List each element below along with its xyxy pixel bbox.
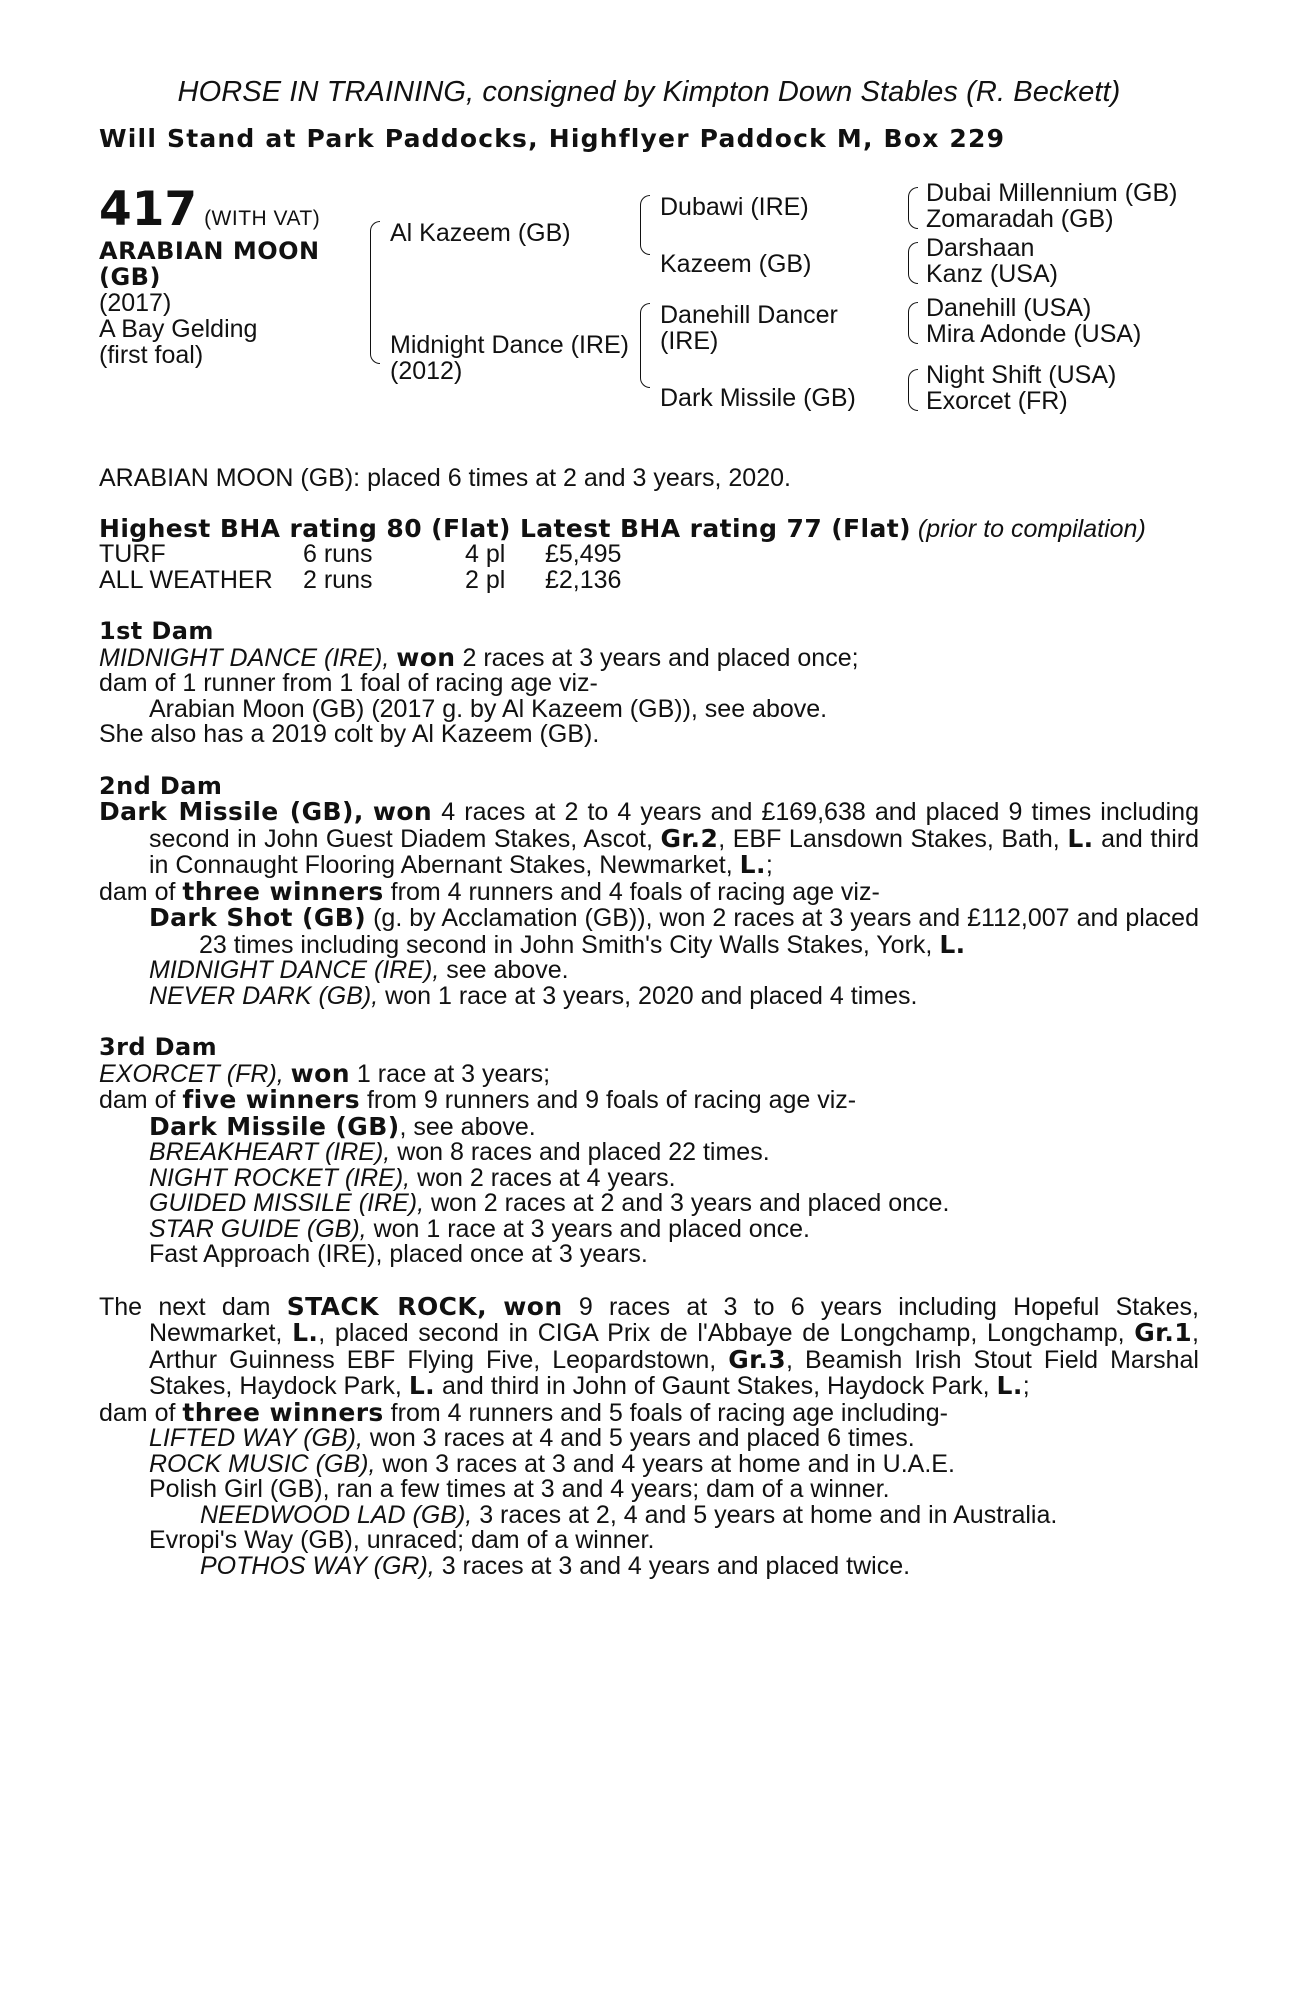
vat-note: (WITH VAT) (204, 207, 321, 230)
won-label: won (372, 797, 433, 826)
pedigree-brace (370, 221, 380, 364)
first-dam-heading: 1st Dam (99, 617, 214, 645)
record-text: ; (765, 851, 773, 879)
record-text: 4 races at 2 to 4 years and £169,638 and placed 9 times including second in John Guest Diadem Stakes, Ascot, (149, 798, 1199, 853)
produce-text: dam of (99, 1086, 176, 1114)
record-text: ; (1022, 1372, 1030, 1400)
first-dam-text: 2 races at 3 years and placed once; (462, 643, 859, 672)
listed-badge: L. (408, 1371, 436, 1400)
ancestor-7: Night Shift (USA) (926, 361, 1117, 389)
progeny-text: won 2 races at 2 and 3 years and placed once. (431, 1189, 950, 1217)
third-dam-text: 1 race at 3 years; (356, 1059, 551, 1088)
produce-text: from 4 runners and 4 foals of racing age viz- (390, 877, 880, 906)
placed-cell: 4 pl (465, 540, 506, 568)
third-dam-heading: 3rd Dam (99, 1033, 217, 1061)
won-label: won (396, 642, 456, 672)
record-text: and third in John of Gaunt Stakes, Haydock Park, (442, 1372, 990, 1400)
catalogue-page (99, 76, 1200, 1580)
won-label: won (503, 1291, 563, 1321)
progeny-item: Evropi's Way (GB), unraced; dam of a winner. (149, 1526, 655, 1554)
produce-text: dam of (99, 877, 176, 906)
record-text: , Beamish Irish Stout Field Marshal Stakes, Haydock Park, (149, 1345, 1199, 1400)
third-dam-record (99, 1058, 1199, 1088)
gen3-brace-2 (908, 242, 918, 284)
progeny-item: Fast Approach (IRE), placed once at 3 years. (149, 1240, 648, 1268)
gen3-brace-3 (908, 302, 918, 344)
progeny-item (99, 1449, 1199, 1478)
table-row (99, 568, 621, 594)
produce-text: dam of (99, 1398, 176, 1427)
progeny-text: see above. (446, 956, 569, 984)
grade-badge: Gr.1 (1134, 1318, 1193, 1347)
horse-description: A Bay Gelding (99, 315, 258, 343)
progeny-name: MIDNIGHT DANCE (IRE), (149, 956, 440, 984)
progeny-name: Dark Shot (GB) (149, 903, 367, 932)
foaling-year: (2017) (99, 289, 172, 317)
dam-dam: Dark Missile (GB) (660, 384, 856, 412)
progeny-text: 3 races at 2, 4 and 5 years at home and in Australia. (479, 1500, 1058, 1529)
foal-note: (first foal) (99, 341, 204, 369)
progeny-text: won 8 races and placed 22 times. (397, 1138, 770, 1166)
first-dam-produce: dam of 1 runner from 1 foal of racing age viz- (99, 669, 598, 697)
ancestor-4: Kanz (USA) (926, 260, 1058, 288)
progeny-name: NIGHT ROCKET (IRE), (149, 1163, 411, 1192)
runs-cell: 2 runs (303, 565, 373, 594)
winners-count: three winners (182, 1397, 384, 1427)
dam-sire: Danehill Dancer (660, 301, 838, 329)
third-dam-name: EXORCET (FR), (99, 1059, 284, 1088)
dam-sire-suffix: (IRE) (660, 327, 719, 355)
progeny-name: LIFTED WAY (GB), (149, 1424, 363, 1452)
record-text: 9 races at 3 to 6 years including Hopeful Stakes, Newmarket, (149, 1292, 1199, 1347)
listed-badge: L. (1067, 823, 1094, 853)
race-summary: ARABIAN MOON (GB): placed 6 times at 2 and 3 years, 2020. (99, 464, 791, 492)
third-dam-produce (99, 1087, 1199, 1114)
stand-location: Will Stand at Park Paddocks, Highflyer Paddock M, Box 229 (99, 123, 1006, 153)
lot-header (99, 182, 321, 237)
winners-count: five winners (182, 1085, 361, 1114)
gen3-brace-4 (908, 369, 918, 411)
progeny-text: won 3 races at 3 and 4 years at home and in U.A.E. (382, 1449, 955, 1478)
next-dam-record (99, 1291, 1199, 1400)
second-dam-produce (99, 876, 1199, 906)
lot-number: 417 (99, 182, 198, 237)
placed-cell: 2 pl (465, 565, 506, 594)
won-label: won (290, 1058, 350, 1088)
progeny-name: POTHOS WAY (GR), (200, 1551, 435, 1580)
bha-rating-note: (prior to compilation) (917, 514, 1146, 543)
race-stats-table (99, 542, 621, 593)
dam-line-brace (640, 303, 650, 388)
listed-badge: L. (739, 850, 766, 879)
progeny-item (99, 905, 1199, 958)
progeny-name: NEVER DARK (GB), (149, 981, 379, 1010)
record-text: , EBF Lansdown Stakes, Bath, (718, 824, 1060, 853)
first-dam-progeny: Arabian Moon (GB) (2017 g. by Al Kazeem (GB)), see above. (149, 694, 828, 723)
progeny-item (99, 1500, 1199, 1529)
second-dam-record (99, 799, 1199, 879)
sire-sire: Dubawi (IRE) (660, 193, 809, 221)
ancestor-3: Darshaan (926, 234, 1035, 262)
progeny-item (99, 1426, 1199, 1452)
progeny-name: ROCK MUSIC (GB), (149, 1449, 376, 1478)
produce-text: from 4 runners and 5 foals of racing age including- (390, 1398, 948, 1427)
runs-cell: 6 runs (303, 540, 373, 568)
prize-cell: £2,136 (545, 565, 622, 594)
progeny-text: won 1 race at 3 years, 2020 and placed 4 times. (385, 981, 918, 1010)
sire: Al Kazeem (GB) (390, 219, 571, 247)
ancestor-6: Mira Adonde (USA) (926, 320, 1142, 348)
winners-count: three winners (182, 876, 384, 906)
record-text: , placed second in CIGA Prix de l'Abbaye de Longchamp, Longchamp, (318, 1319, 1125, 1347)
record-text: and third in Connaught Flooring Abernant Stakes, Newmarket, (149, 824, 1200, 879)
listed-badge: L. (939, 929, 966, 959)
progeny-item (99, 1191, 1199, 1217)
next-dam-intro: The next dam (99, 1292, 271, 1321)
progeny-name: Dark Missile (GB) (149, 1111, 400, 1141)
horse-name-suffix: (GB) (99, 263, 161, 291)
ancestor-8: Exorcet (FR) (926, 387, 1068, 415)
first-dam-record (99, 642, 1199, 672)
next-dam-produce (99, 1397, 1199, 1427)
ancestor-5: Danehill (USA) (926, 294, 1092, 322)
bha-rating-text: Highest BHA rating 80 (Flat) Latest BHA rating 77 (Flat) (99, 513, 911, 543)
progeny-text: , see above. (399, 1112, 536, 1141)
dam: Midnight Dance (IRE) (390, 331, 629, 359)
grade-badge: Gr.3 (728, 1344, 787, 1374)
progeny-name: GUIDED MISSILE (IRE), (149, 1189, 425, 1217)
table-row (99, 542, 621, 568)
progeny-text: 3 races at 3 and 4 years and placed twice. (441, 1551, 911, 1580)
progeny-name: NEEDWOOD LAD (GB), (200, 1500, 473, 1529)
ancestor-2: Zomaradah (GB) (926, 205, 1114, 233)
first-dam-name: MIDNIGHT DANCE (IRE), (99, 643, 390, 672)
bha-ratings (99, 513, 1199, 543)
progeny-item (99, 1140, 1199, 1166)
progeny-text: won 3 races at 4 and 5 years and placed 6 times. (369, 1424, 915, 1452)
progeny-item (99, 1163, 1199, 1192)
surface-cell: ALL WEATHER (99, 565, 273, 594)
dam-year: (2012) (390, 357, 463, 385)
progeny-item (99, 1111, 1199, 1141)
second-dam-name: Dark Missile (GB), (99, 797, 364, 826)
pedigree-block (99, 181, 1199, 446)
grade-badge: Gr.2 (660, 823, 719, 853)
page-title: HORSE IN TRAINING, consigned by Kimpton Down Stables (R. Beckett) (177, 76, 1121, 108)
next-dam-name: STACK ROCK, (286, 1291, 488, 1321)
progeny-item (99, 1214, 1199, 1243)
second-dam-heading: 2nd Dam (99, 771, 223, 800)
progeny-text: won 1 race at 3 years and placed once. (373, 1214, 810, 1243)
sire-dam: Kazeem (GB) (660, 250, 812, 278)
progeny-item (99, 981, 1199, 1010)
prize-cell: £5,495 (545, 540, 622, 568)
ancestor-1: Dubai Millennium (GB) (926, 179, 1178, 207)
progeny-item (99, 1551, 1199, 1580)
progeny-name: STAR GUIDE (GB), (149, 1214, 367, 1243)
surface-cell: TURF (99, 540, 166, 568)
gen3-brace-1 (908, 187, 918, 229)
listed-badge: L. (292, 1318, 319, 1347)
sire-line-brace (640, 195, 650, 255)
produce-text: from 9 runners and 9 foals of racing age viz- (366, 1086, 857, 1114)
first-dam-also: She also has a 2019 colt by Al Kazeem (GB). (99, 720, 600, 748)
progeny-name: BREAKHEART (IRE), (149, 1138, 391, 1166)
listed-badge: L. (996, 1371, 1023, 1400)
record-text: , Arthur Guinness EBF Flying Five, Leopardstown, (149, 1319, 1199, 1374)
progeny-text: won 2 races at 4 years. (417, 1163, 676, 1192)
progeny-item (99, 958, 1199, 984)
progeny-text: (g. by Acclamation (GB)), won 2 races at 3 years and £112,007 and placed 23 times including second in John Smith's City Walls Stakes, York, (199, 904, 1199, 959)
progeny-item: Polish Girl (GB), ran a few times at 3 and 4 years; dam of a winner. (149, 1475, 890, 1503)
horse-name: ARABIAN MOON (99, 237, 320, 265)
